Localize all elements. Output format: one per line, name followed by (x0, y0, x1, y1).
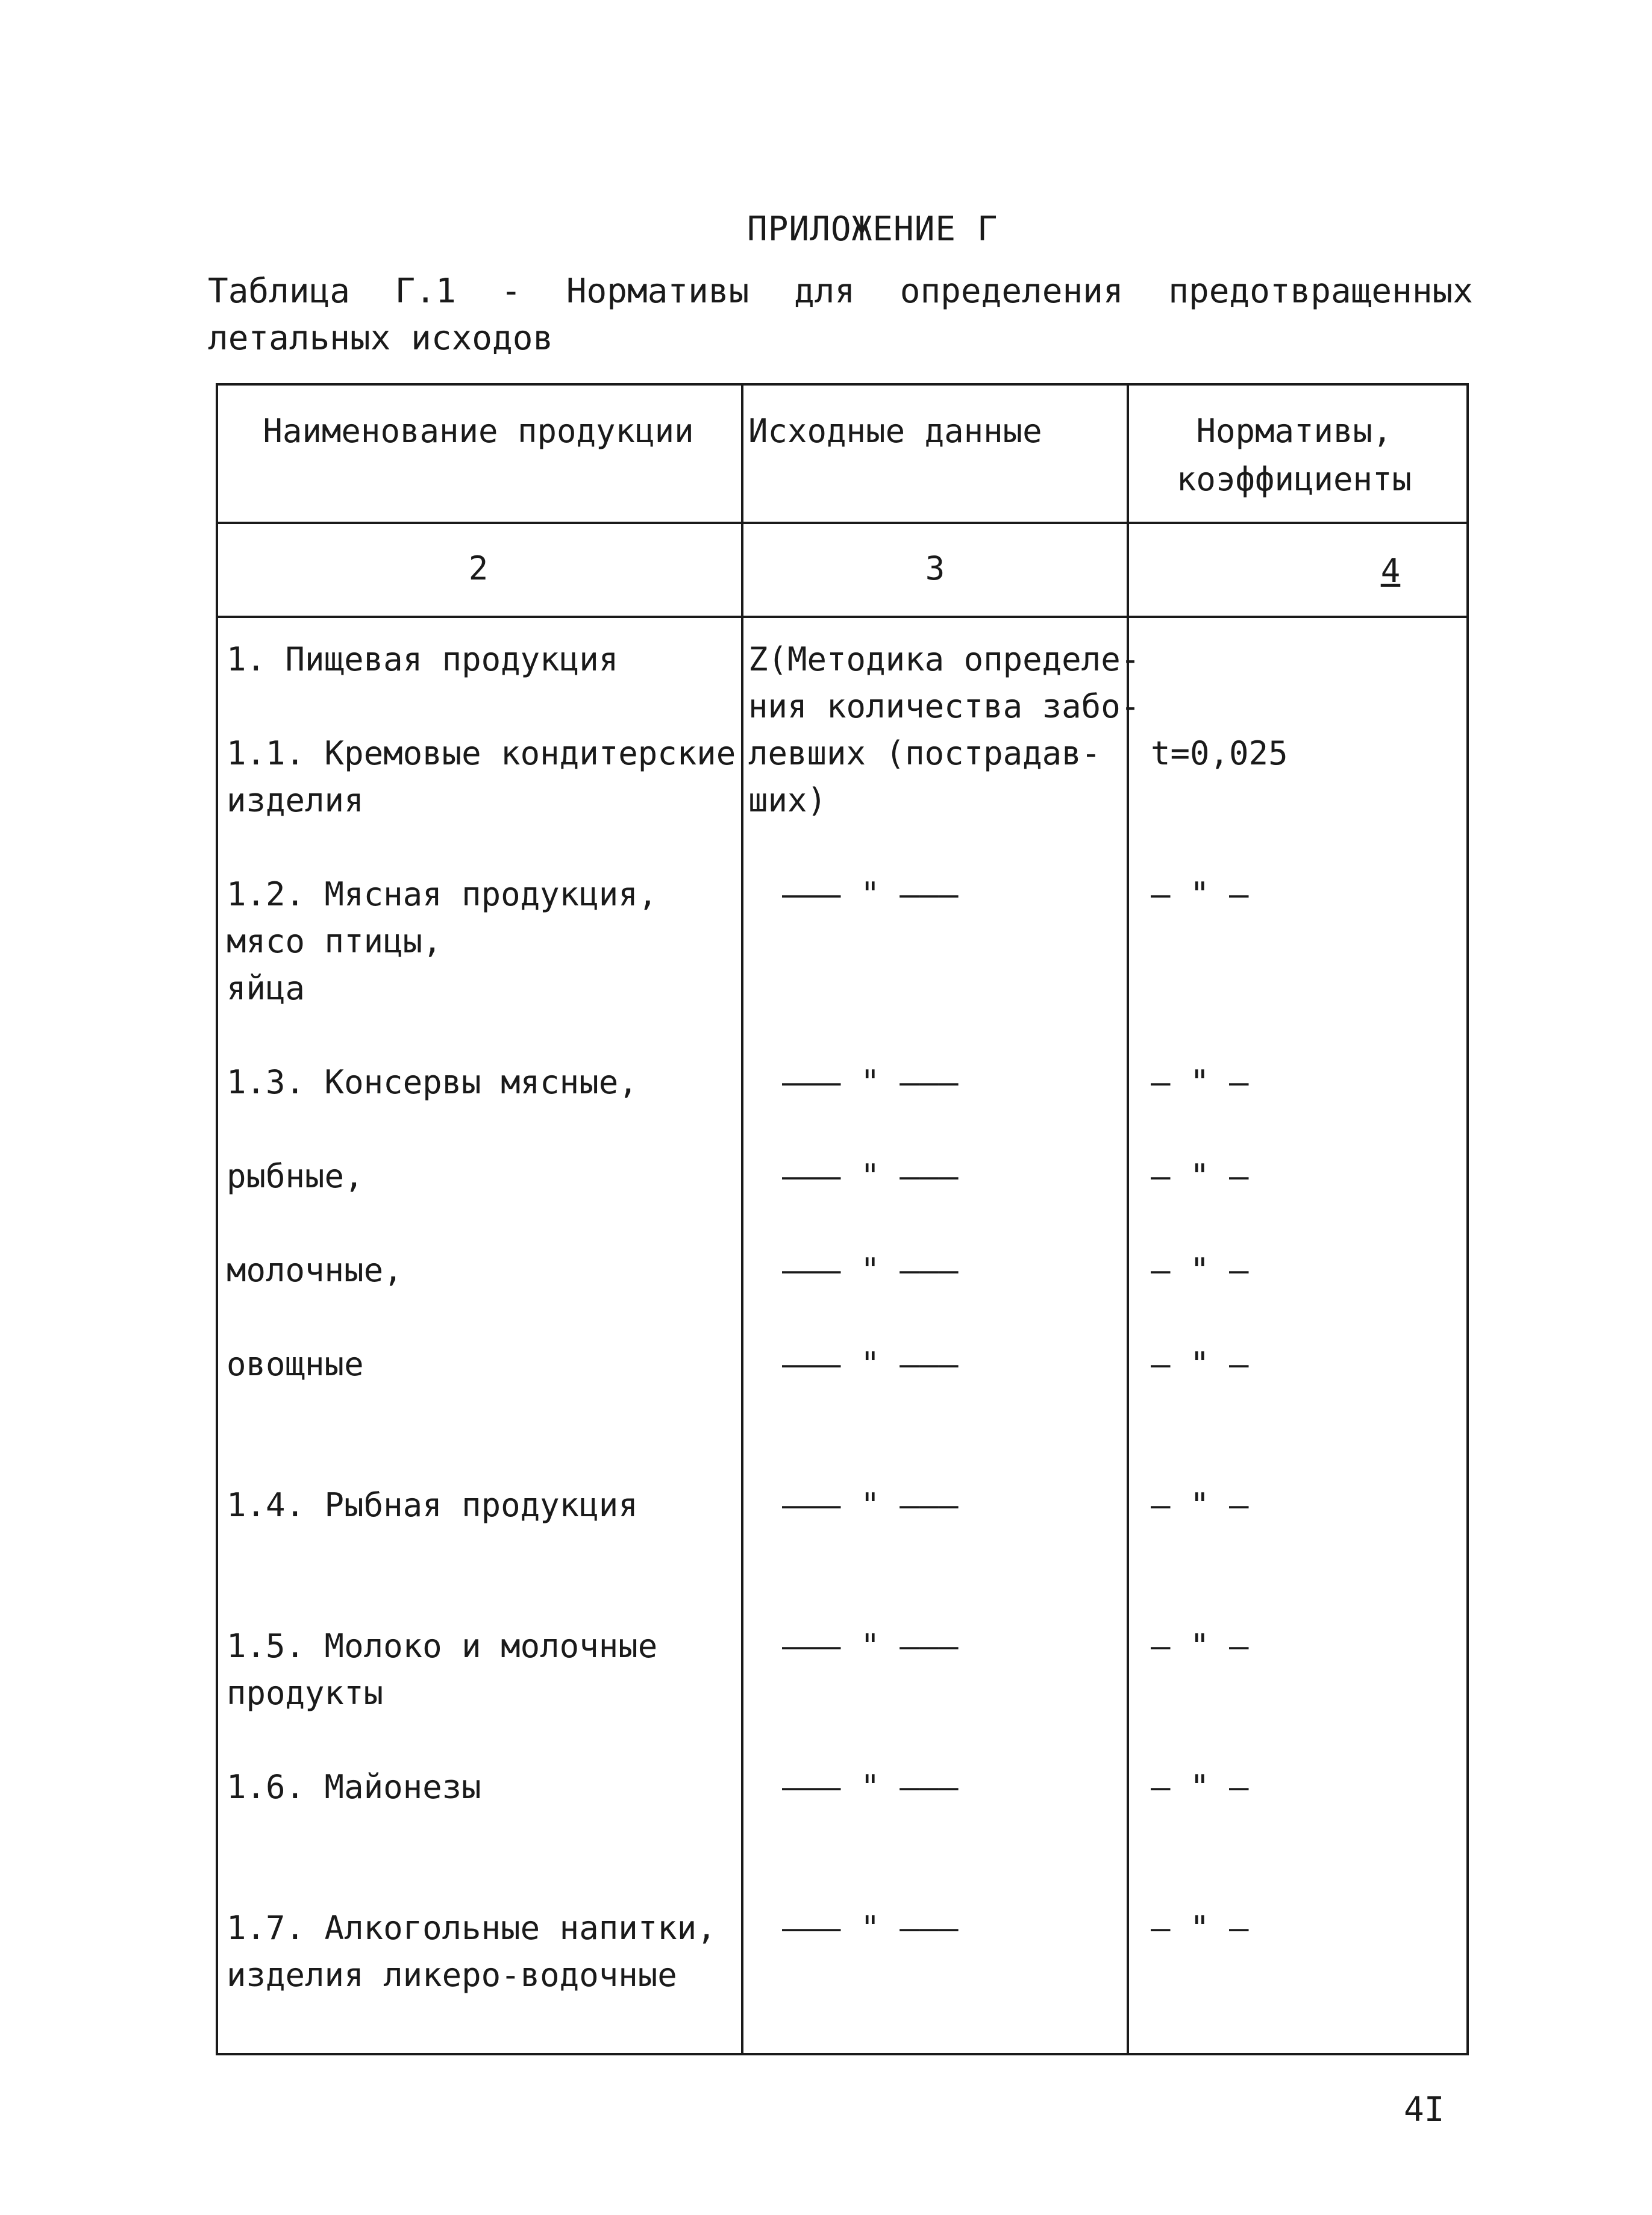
column-number-3: 3 (925, 549, 945, 587)
row-1-2-name-line-2: мясо птицы, (227, 922, 442, 960)
row-1-1-name-line-2: изделия (227, 781, 364, 819)
source-data-line-1: Z(Методика определе- (748, 640, 1140, 678)
row-1-name: 1. Пищевая продукция (227, 640, 619, 678)
appendix-title: ПРИЛОЖЕНИЕ Г (747, 210, 998, 249)
ditto-norm-1-7: — " — (1151, 1909, 1249, 1947)
ditto-source-1-4: ——— " ——— (782, 1486, 959, 1524)
table-caption: Таблица Г.1 - Нормативы для определения предотвращенных летальных исходов (208, 272, 1473, 358)
header-bottom-border (216, 522, 1469, 524)
row-fish-name: рыбные, (227, 1157, 364, 1195)
ditto-source-1-3: ——— " ——— (782, 1063, 959, 1101)
table-bottom-border (216, 2053, 1469, 2055)
row-1-1-name-line-1: 1.1. Кремовые кондитерские (227, 734, 736, 772)
row-1-7-name-line-1: 1.7. Алкогольные напитки, (227, 1909, 716, 1947)
ditto-source-1-7: ——— " ——— (782, 1909, 959, 1947)
row-1-4-name: 1.4. Рыбная продукция (227, 1486, 638, 1524)
ditto-source-1-2: ——— " ——— (782, 875, 959, 913)
numbers-bottom-border (216, 616, 1469, 618)
row-vegetable-name: овощные (227, 1345, 364, 1383)
ditto-norm-1-4: — " — (1151, 1486, 1249, 1524)
row-1-5-name-line-1: 1.5. Молоко и молочные (227, 1627, 658, 1665)
column-number-2: 2 (468, 549, 489, 587)
ditto-norm-1-2: — " — (1151, 875, 1249, 913)
header-source-data: Исходные данные (748, 412, 1042, 450)
row-1-5-name-line-2: продукты (227, 1674, 384, 1712)
ditto-source-vegetable: ——— " ——— (782, 1345, 959, 1383)
ditto-norm-vegetable: — " — (1151, 1345, 1249, 1383)
column-divider-2 (1127, 383, 1129, 2055)
row-milk-name: молочные, (227, 1251, 403, 1289)
row-1-6-name: 1.6. Майонезы (227, 1768, 481, 1806)
row-1-2-name-line-1: 1.2. Мясная продукция, (227, 875, 658, 913)
table-top-border (216, 383, 1469, 386)
header-product-name: Наименование продукции (263, 412, 694, 450)
table-left-border (216, 383, 218, 2055)
header-norms: Нормативы, коэффициенты (1176, 412, 1412, 498)
ditto-norm-1-5: — " — (1151, 1627, 1249, 1665)
page-number: 4I (1404, 2090, 1445, 2129)
source-data-line-4: ших) (748, 781, 827, 819)
source-data-line-3: левших (пострадав- (748, 734, 1101, 772)
norm-value-1-1: t=0,025 (1151, 734, 1288, 772)
row-1-7-name-line-2: изделия ликеро-водочные (227, 1956, 677, 1994)
norms-table (216, 383, 1469, 2055)
column-number-4: 4 (1380, 552, 1401, 590)
source-data-line-2: ния количества забо- (748, 687, 1140, 725)
row-1-3-name: 1.3. Консервы мясные, (227, 1063, 638, 1101)
table-right-border (1466, 383, 1469, 2055)
ditto-source-1-5: ——— " ——— (782, 1627, 959, 1665)
column-divider-1 (741, 383, 743, 2055)
ditto-norm-1-3: — " — (1151, 1063, 1249, 1101)
ditto-norm-fish: — " — (1151, 1157, 1249, 1195)
row-1-2-name-line-3: яйца (227, 969, 305, 1007)
ditto-norm-1-6: — " — (1151, 1768, 1249, 1806)
ditto-source-1-6: ——— " ——— (782, 1768, 959, 1806)
ditto-norm-milk: — " — (1151, 1251, 1249, 1289)
ditto-source-milk: ——— " ——— (782, 1251, 959, 1289)
ditto-source-fish: ——— " ——— (782, 1157, 959, 1195)
